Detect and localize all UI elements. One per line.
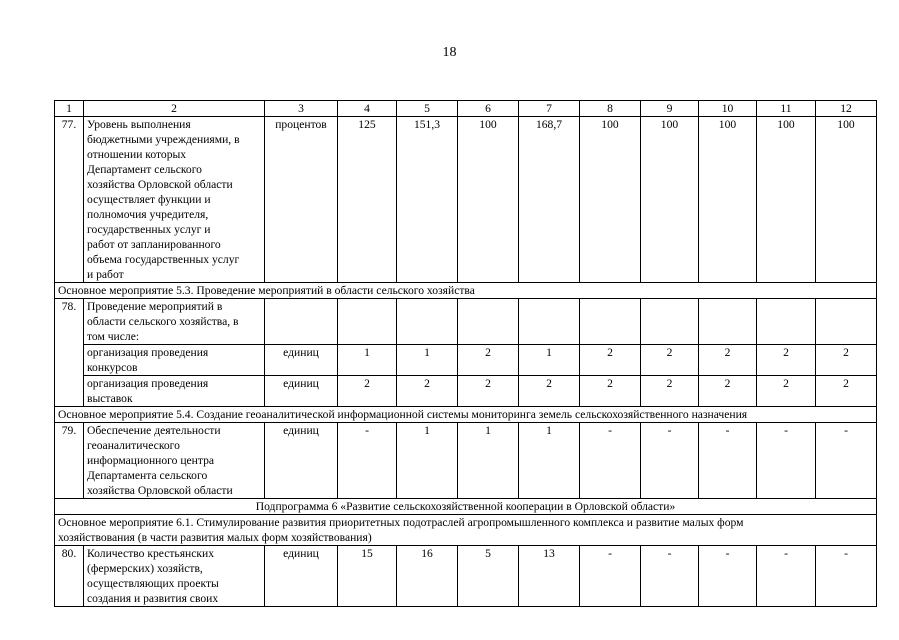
page-number: 18 (442, 45, 457, 60)
value-cell (641, 299, 699, 345)
value-cell: 2 (519, 376, 580, 407)
indicator-name (84, 299, 265, 345)
value-cell: 100 (699, 117, 757, 283)
value-cell (519, 299, 580, 345)
value-cell: 1 (397, 423, 458, 499)
section-heading: Основное мероприятие 5.4. Создание геоаналитической информационной системы мониторинга земель сельскохозяйственного назначения (55, 407, 877, 423)
value-cell: 168,7 (519, 117, 580, 283)
indicator-name (84, 423, 265, 499)
indicator-name-line: работ от запланированного (87, 238, 221, 251)
value-cell: 13 (519, 546, 580, 607)
indicator-name-line: бюджетными учреждениями, в (87, 133, 240, 146)
value-cell: 2 (580, 376, 641, 407)
value-cell: - (699, 423, 757, 499)
indicator-table (54, 100, 877, 607)
column-number: 9 (641, 101, 699, 117)
value-cell: - (580, 546, 641, 607)
value-cell: 100 (757, 117, 816, 283)
value-cell: 2 (757, 376, 816, 407)
column-number: 6 (458, 101, 519, 117)
indicator-name-line: том числе: (87, 330, 140, 343)
section-row-6-1 (55, 515, 877, 546)
indicator-name-line: осуществляет функции и (87, 193, 211, 206)
value-cell: 100 (816, 117, 877, 283)
unit-cell (265, 299, 338, 345)
indicator-name-line: информационного центра (87, 454, 215, 467)
indicator-name-line: создания и развития своих (87, 592, 219, 605)
value-cell (580, 299, 641, 345)
value-cell: 2 (458, 345, 519, 376)
value-cell: 2 (580, 345, 641, 376)
value-cell: 100 (458, 117, 519, 283)
value-cell: 1 (338, 345, 397, 376)
value-cell: - (580, 423, 641, 499)
value-cell: - (816, 546, 877, 607)
indicator-name (84, 376, 265, 407)
value-cell: 100 (580, 117, 641, 283)
value-cell: 2 (816, 345, 877, 376)
value-cell: - (641, 423, 699, 499)
table-row-78-contests (55, 345, 877, 376)
indicator-name-line: (фермерских) хозяйств, (87, 562, 203, 575)
section-row-5-4 (55, 407, 877, 423)
value-cell: - (757, 546, 816, 607)
value-cell (458, 299, 519, 345)
value-cell: 151,3 (397, 117, 458, 283)
value-cell: 15 (338, 546, 397, 607)
indicator-name (84, 546, 265, 607)
indicator-name-line: хозяйства Орловской области (87, 178, 233, 191)
value-cell: 2 (757, 345, 816, 376)
value-cell: - (757, 423, 816, 499)
value-cell: 2 (699, 376, 757, 407)
value-cell: 1 (519, 345, 580, 376)
value-cell: 2 (641, 345, 699, 376)
column-number: 4 (338, 101, 397, 117)
unit-cell: единиц (265, 345, 338, 376)
row-number: 80. (55, 546, 84, 607)
section-row-5-3 (55, 283, 877, 299)
column-number: 12 (816, 101, 877, 117)
indicator-name-line: государственных услуг и (87, 223, 211, 236)
section-heading (55, 515, 877, 546)
indicator-name-line: организация проведения (87, 346, 209, 359)
column-number: 10 (699, 101, 757, 117)
column-number: 11 (757, 101, 816, 117)
row-number: 78. (55, 299, 84, 407)
value-cell (699, 299, 757, 345)
section-heading-line: Основное мероприятие 6.1. Стимулирование развития приоритетных подотраслей агропромышленного комплекса и развитие малых форм (58, 516, 744, 529)
indicator-name-line: организация проведения (87, 377, 209, 390)
subprogram-row-6 (55, 499, 877, 515)
value-cell: 1 (458, 423, 519, 499)
table-row-77 (55, 117, 877, 283)
value-cell: 2 (458, 376, 519, 407)
indicator-name-line: конкурсов (87, 361, 138, 374)
table-row-78 (55, 299, 877, 345)
table-row-79 (55, 423, 877, 499)
value-cell: 100 (641, 117, 699, 283)
column-number: 8 (580, 101, 641, 117)
unit-cell: процентов (265, 117, 338, 283)
value-cell: 2 (338, 376, 397, 407)
value-cell: 5 (458, 546, 519, 607)
value-cell (397, 299, 458, 345)
section-heading: Основное мероприятие 5.3. Проведение мероприятий в области сельского хозяйства (55, 283, 877, 299)
table-row-80 (55, 546, 877, 607)
section-heading-line: хозяйствования (в части развития малых форм хозяйствования) (58, 531, 372, 544)
indicator-name-line: отношении которых (87, 148, 187, 161)
value-cell: - (641, 546, 699, 607)
subprogram-heading: Подпрограмма 6 «Развитие сельскохозяйственной кооперации в Орловской области» (55, 499, 877, 515)
indicator-name-line: Уровень выполнения (87, 118, 191, 131)
value-cell: 1 (397, 345, 458, 376)
indicator-name-line: Обеспечение деятельности (87, 424, 221, 437)
value-cell: 2 (816, 376, 877, 407)
column-number: 1 (55, 101, 84, 117)
value-cell: 125 (338, 117, 397, 283)
indicator-name-line: и работ (87, 268, 124, 281)
value-cell (816, 299, 877, 345)
indicator-name-line: выставок (87, 392, 133, 405)
column-number-row (55, 101, 877, 117)
value-cell: 2 (641, 376, 699, 407)
unit-cell: единиц (265, 376, 338, 407)
row-number: 77. (55, 117, 84, 283)
value-cell (338, 299, 397, 345)
indicator-name-line: полномочия учредителя, (87, 208, 209, 221)
row-number: 79. (55, 423, 84, 499)
value-cell: 16 (397, 546, 458, 607)
value-cell: - (699, 546, 757, 607)
unit-cell: единиц (265, 423, 338, 499)
value-cell: 1 (519, 423, 580, 499)
indicator-name-line: хозяйства Орловской области (87, 484, 233, 497)
indicator-name-line: Количество крестьянских (87, 547, 215, 560)
column-number: 5 (397, 101, 458, 117)
value-cell: - (338, 423, 397, 499)
indicator-name-line: геоаналитического (87, 439, 180, 452)
value-cell: - (816, 423, 877, 499)
indicator-name (84, 345, 265, 376)
value-cell: 2 (397, 376, 458, 407)
indicator-name-line: Проведение мероприятий в (87, 300, 223, 313)
indicator-name-line: Департамента сельского (87, 469, 208, 482)
column-number: 3 (265, 101, 338, 117)
value-cell (757, 299, 816, 345)
column-number: 2 (84, 101, 265, 117)
table-row-78-exhibitions (55, 376, 877, 407)
indicator-name-line: объема государственных услуг (87, 253, 240, 266)
indicator-name (84, 117, 265, 283)
indicator-name-line: области сельского хозяйства, в (87, 315, 239, 328)
value-cell: 2 (699, 345, 757, 376)
indicator-name-line: Департамент сельского (87, 163, 202, 176)
column-number: 7 (519, 101, 580, 117)
indicator-name-line: осуществляющих проекты (87, 577, 219, 590)
unit-cell: единиц (265, 546, 338, 607)
